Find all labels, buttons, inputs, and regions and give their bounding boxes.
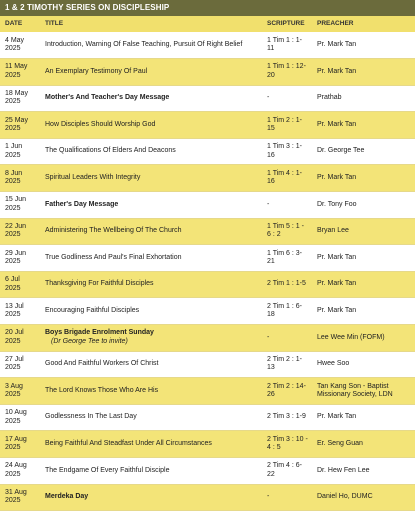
title-cell-text: Godlessness In The Last Day bbox=[45, 413, 137, 421]
title-cell bbox=[40, 218, 262, 245]
scripture-cell-text: 1 Tim 1 : 12-20 bbox=[267, 63, 306, 79]
date-cell-text: 24 Aug 2025 bbox=[5, 462, 27, 478]
title-cell-text: How Disciples Should Worship God bbox=[45, 120, 156, 128]
title-cell-text: The Qualifications Of Elders And Deacons bbox=[45, 147, 176, 155]
scripture-cell-text: 1 Tim 2 : 1-15 bbox=[267, 116, 303, 133]
title-cell bbox=[40, 85, 262, 112]
preacher-cell-text: Dr. Hew Fen Lee bbox=[317, 466, 370, 474]
preacher-cell-text: Pr. Mark Tan bbox=[317, 67, 357, 75]
date-cell bbox=[0, 165, 40, 192]
scripture-cell bbox=[262, 298, 312, 325]
preacher-cell-text: Hwee Soo bbox=[317, 360, 350, 368]
date-cell-text: 4 May 2025 bbox=[5, 36, 25, 53]
scripture-cell-text: 1 Tim 4 : 1-16 bbox=[267, 169, 303, 186]
title-cell-text: Mother's And Teacher's Day Message bbox=[45, 94, 170, 102]
date-cell-text: 29 Jun 2025 bbox=[5, 249, 27, 266]
title-cell-text: The Lord Knows Those Who Are His bbox=[45, 386, 159, 394]
scripture-cell-text: 2 Tim 3 : 10 - 4 : 5 bbox=[267, 435, 308, 452]
preacher-cell-text: Dr. Tony Foo bbox=[317, 200, 357, 208]
table-row bbox=[0, 32, 415, 59]
preacher-cell-text: Er. Seng Guan bbox=[317, 440, 363, 447]
title-cell bbox=[40, 112, 262, 139]
scripture-cell bbox=[262, 351, 312, 378]
title-cell-text: Father's Day Message bbox=[45, 200, 119, 208]
title-cell-text: Merdeka Day bbox=[45, 493, 89, 501]
date-cell-text: 1 Jun 2025 bbox=[5, 143, 23, 159]
preacher-cell-text: Pr. Mark Tan bbox=[317, 253, 357, 261]
table-row bbox=[0, 458, 415, 485]
title-cell-text: True Godliness And Paul's Final Exhortation bbox=[45, 253, 182, 261]
title-cell bbox=[40, 484, 262, 511]
preacher-cell bbox=[312, 325, 415, 352]
scripture-cell-text: 1 Tim 5 : 1 - 6 : 2 bbox=[267, 223, 304, 239]
title-cell bbox=[40, 165, 262, 192]
date-cell-text: 27 Jul 2025 bbox=[5, 356, 24, 372]
table-row bbox=[0, 138, 415, 165]
scripture-cell bbox=[262, 192, 312, 219]
preacher-cell bbox=[312, 165, 415, 192]
series-title: 1 & 2 TIMOTHY SERIES ON DISCIPLESHIP bbox=[0, 0, 415, 16]
date-cell-text: 10 Aug 2025 bbox=[5, 409, 27, 425]
date-cell bbox=[0, 85, 40, 112]
preacher-cell bbox=[312, 484, 415, 511]
scripture-cell-text: - bbox=[267, 333, 270, 341]
scripture-cell bbox=[262, 378, 312, 405]
preacher-cell bbox=[312, 32, 415, 59]
date-cell bbox=[0, 378, 40, 405]
table-row bbox=[0, 218, 415, 245]
scripture-cell bbox=[262, 271, 312, 298]
table-row bbox=[0, 325, 415, 352]
scripture-cell bbox=[262, 165, 312, 192]
scripture-cell bbox=[262, 325, 312, 352]
title-cell-text: Boys Brigade Enrolment Sunday bbox=[45, 329, 154, 337]
date-cell bbox=[0, 298, 40, 325]
scripture-cell bbox=[262, 245, 312, 272]
table-row bbox=[0, 271, 415, 298]
table-row bbox=[0, 404, 415, 431]
preacher-cell bbox=[312, 192, 415, 219]
title-cell bbox=[40, 192, 262, 219]
table-row bbox=[0, 351, 415, 378]
title-note: (Dr George Tee to invite) bbox=[51, 337, 128, 345]
scripture-cell-text: 2 Tim 4 : 6-22 bbox=[267, 462, 303, 478]
table-row bbox=[0, 298, 415, 325]
date-cell-text: 3 Aug 2025 bbox=[5, 382, 23, 399]
scripture-cell bbox=[262, 484, 312, 511]
table-row bbox=[0, 484, 415, 511]
title-cell bbox=[40, 138, 262, 165]
scripture-cell-text: 2 Tim 1 : 1-5 bbox=[267, 280, 306, 288]
scripture-cell-text: 1 Tim 6 : 3-21 bbox=[267, 249, 303, 266]
date-cell bbox=[0, 404, 40, 431]
date-cell-text: 17 Aug 2025 bbox=[5, 435, 27, 452]
schedule-table bbox=[0, 16, 415, 511]
date-cell-text: 11 May 2025 bbox=[5, 63, 28, 79]
date-cell-text: 25 May 2025 bbox=[5, 116, 28, 133]
title-cell-text: Thanksgiving For Faithful Disciples bbox=[45, 280, 154, 288]
scripture-cell bbox=[262, 404, 312, 431]
table-row bbox=[0, 165, 415, 192]
preacher-cell-text: Dr. George Tee bbox=[317, 147, 365, 155]
preacher-cell-text: Pr. Mark Tan bbox=[317, 307, 357, 315]
preacher-cell bbox=[312, 404, 415, 431]
preacher-cell-text: Prathab bbox=[317, 94, 342, 102]
preacher-cell-text: Pr. Mark Tan bbox=[317, 174, 357, 182]
title-cell-text: An Exemplary Testimony Of Paul bbox=[45, 67, 148, 75]
table-row bbox=[0, 378, 415, 405]
preacher-cell-text: Pr. Mark Tan bbox=[317, 120, 357, 128]
table-row bbox=[0, 85, 415, 112]
table-row bbox=[0, 59, 415, 86]
title-cell bbox=[40, 404, 262, 431]
title-cell bbox=[40, 32, 262, 59]
preacher-cell bbox=[312, 138, 415, 165]
preacher-cell-text: Lee Wee Min (FOFM) bbox=[317, 333, 385, 341]
title-cell bbox=[40, 325, 262, 352]
date-cell bbox=[0, 138, 40, 165]
title-cell-text: Being Faithful And Steadfast Under All Circumstances bbox=[45, 440, 212, 447]
preacher-cell-text: Daniel Ho, DUMC bbox=[317, 493, 373, 501]
scripture-cell-text: 2 Tim 3 : 1-9 bbox=[267, 413, 306, 421]
date-cell-text: 6 Jul 2025 bbox=[5, 276, 21, 292]
preacher-cell bbox=[312, 59, 415, 86]
title-cell bbox=[40, 431, 262, 458]
scripture-cell bbox=[262, 32, 312, 59]
preacher-cell-text: Pr. Mark Tan bbox=[317, 280, 357, 288]
date-cell bbox=[0, 484, 40, 511]
date-cell bbox=[0, 271, 40, 298]
preacher-cell bbox=[312, 378, 415, 405]
preacher-cell bbox=[312, 431, 415, 458]
scripture-cell-text: 1 Tim 3 : 1-16 bbox=[267, 143, 303, 159]
preacher-cell bbox=[312, 218, 415, 245]
date-cell-text: 15 Jun 2025 bbox=[5, 196, 27, 212]
scripture-cell bbox=[262, 138, 312, 165]
preacher-cell bbox=[312, 245, 415, 272]
date-cell bbox=[0, 59, 40, 86]
date-cell bbox=[0, 458, 40, 485]
preacher-cell-text: Pr. Mark Tan bbox=[317, 413, 357, 421]
title-cell-text: Good And Faithful Workers Of Christ bbox=[45, 360, 159, 368]
preacher-column-header: PREACHER bbox=[317, 19, 354, 27]
preacher-cell bbox=[312, 458, 415, 485]
scripture-column-header: SCRIPTURE bbox=[267, 19, 305, 27]
preacher-cell bbox=[312, 271, 415, 298]
table-row bbox=[0, 192, 415, 219]
date-cell-text: 20 Jul 2025 bbox=[5, 329, 24, 345]
title-cell-text: Encouraging Faithful Disciples bbox=[45, 307, 140, 315]
title-column-header: TITLE bbox=[45, 19, 64, 27]
scripture-cell bbox=[262, 59, 312, 86]
date-cell-text: 22 Jun 2025 bbox=[5, 223, 27, 239]
title-cell bbox=[40, 59, 262, 86]
preacher-cell-text: Tan Kang Son - Baptist Missionary Society, LDN bbox=[317, 382, 393, 399]
table-row bbox=[0, 112, 415, 139]
date-cell-text: 18 May 2025 bbox=[5, 90, 28, 106]
date-cell bbox=[0, 351, 40, 378]
schedule-rows bbox=[0, 32, 415, 511]
scripture-cell-text: - bbox=[267, 200, 270, 208]
scripture-cell bbox=[262, 218, 312, 245]
table-header-row bbox=[0, 16, 415, 32]
title-cell bbox=[40, 298, 262, 325]
scripture-cell-text: 2 Tim 1 : 6-18 bbox=[267, 302, 303, 319]
preacher-cell bbox=[312, 85, 415, 112]
date-cell-text: 8 Jun 2025 bbox=[5, 169, 23, 186]
title-cell-text: Introduction, Warning Of False Teaching, Pursuit Of Right Belief bbox=[45, 40, 243, 48]
table-row bbox=[0, 431, 415, 458]
date-cell bbox=[0, 192, 40, 219]
title-cell bbox=[40, 245, 262, 272]
scripture-cell-text: - bbox=[267, 493, 270, 501]
date-cell bbox=[0, 32, 40, 59]
title-cell bbox=[40, 378, 262, 405]
scripture-cell-text: 2 Tim 2 : 14-26 bbox=[267, 382, 306, 399]
date-column-header: DATE bbox=[5, 19, 23, 27]
preacher-cell bbox=[312, 112, 415, 139]
date-cell bbox=[0, 325, 40, 352]
scripture-cell bbox=[262, 458, 312, 485]
date-cell bbox=[0, 245, 40, 272]
scripture-cell-text: 1 Tim 1 : 1-11 bbox=[267, 36, 303, 53]
date-cell bbox=[0, 218, 40, 245]
title-cell bbox=[40, 271, 262, 298]
title-cell bbox=[40, 458, 262, 485]
date-cell-text: 31 Aug 2025 bbox=[5, 488, 27, 505]
scripture-cell bbox=[262, 112, 312, 139]
title-cell bbox=[40, 351, 262, 378]
scripture-cell bbox=[262, 431, 312, 458]
scripture-cell bbox=[262, 85, 312, 112]
table-row bbox=[0, 245, 415, 272]
preacher-cell-text: Bryan Lee bbox=[317, 227, 349, 235]
scripture-cell-text: - bbox=[267, 94, 270, 102]
preacher-cell bbox=[312, 351, 415, 378]
preacher-cell bbox=[312, 298, 415, 325]
scripture-cell-text: 2 Tim 2 : 1-13 bbox=[267, 356, 303, 372]
title-cell-text: Spiritual Leaders With Integrity bbox=[45, 174, 141, 182]
title-cell-text: Administering The Wellbeing Of The Church bbox=[45, 227, 182, 235]
date-cell bbox=[0, 431, 40, 458]
date-cell-text: 13 Jul 2025 bbox=[5, 302, 24, 319]
date-cell bbox=[0, 112, 40, 139]
preacher-cell-text: Pr. Mark Tan bbox=[317, 40, 357, 48]
title-cell-text: The Endgame Of Every Faithful Disciple bbox=[45, 466, 170, 474]
